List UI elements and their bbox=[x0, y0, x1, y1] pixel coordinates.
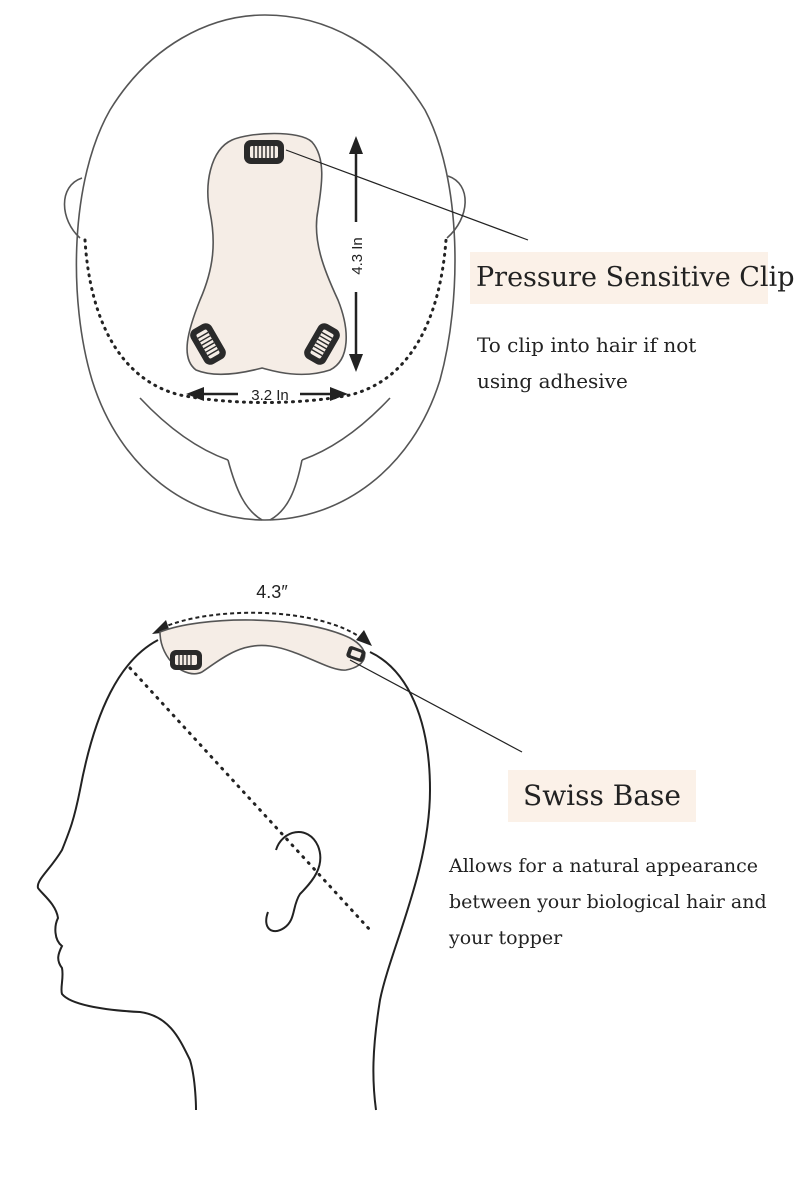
clip-callout-line bbox=[286, 150, 528, 240]
measure-dotted-line bbox=[130, 668, 370, 930]
neck-line-right bbox=[270, 460, 302, 520]
clip-icon-top bbox=[244, 140, 284, 164]
clip-desc-line-1: To clip into hair if not bbox=[477, 333, 697, 357]
height-label: 4.3 In bbox=[349, 237, 366, 275]
width-label: 3.2 In bbox=[251, 387, 289, 404]
shoulder-right bbox=[302, 398, 390, 460]
pressure-clip-title: Pressure Sensitive Clip bbox=[470, 252, 768, 304]
neck-line bbox=[228, 460, 262, 520]
pressure-clip-description bbox=[477, 327, 696, 399]
swiss-desc-line-3: your topper bbox=[449, 927, 563, 949]
clip-desc-line-2: using adhesive bbox=[477, 369, 628, 393]
head-profile bbox=[38, 640, 430, 1110]
shoulder-left bbox=[140, 398, 228, 460]
arc-label: 4.3″ bbox=[256, 582, 288, 602]
clip-icon-side bbox=[170, 650, 202, 670]
swiss-desc-line-2: between your biological hair and bbox=[449, 891, 767, 913]
swiss-base-description bbox=[449, 848, 767, 956]
swiss-base-title: Swiss Base bbox=[508, 770, 696, 822]
swiss-desc-line-1: Allows for a natural appearance bbox=[449, 855, 759, 877]
swiss-callout-line bbox=[350, 660, 522, 752]
